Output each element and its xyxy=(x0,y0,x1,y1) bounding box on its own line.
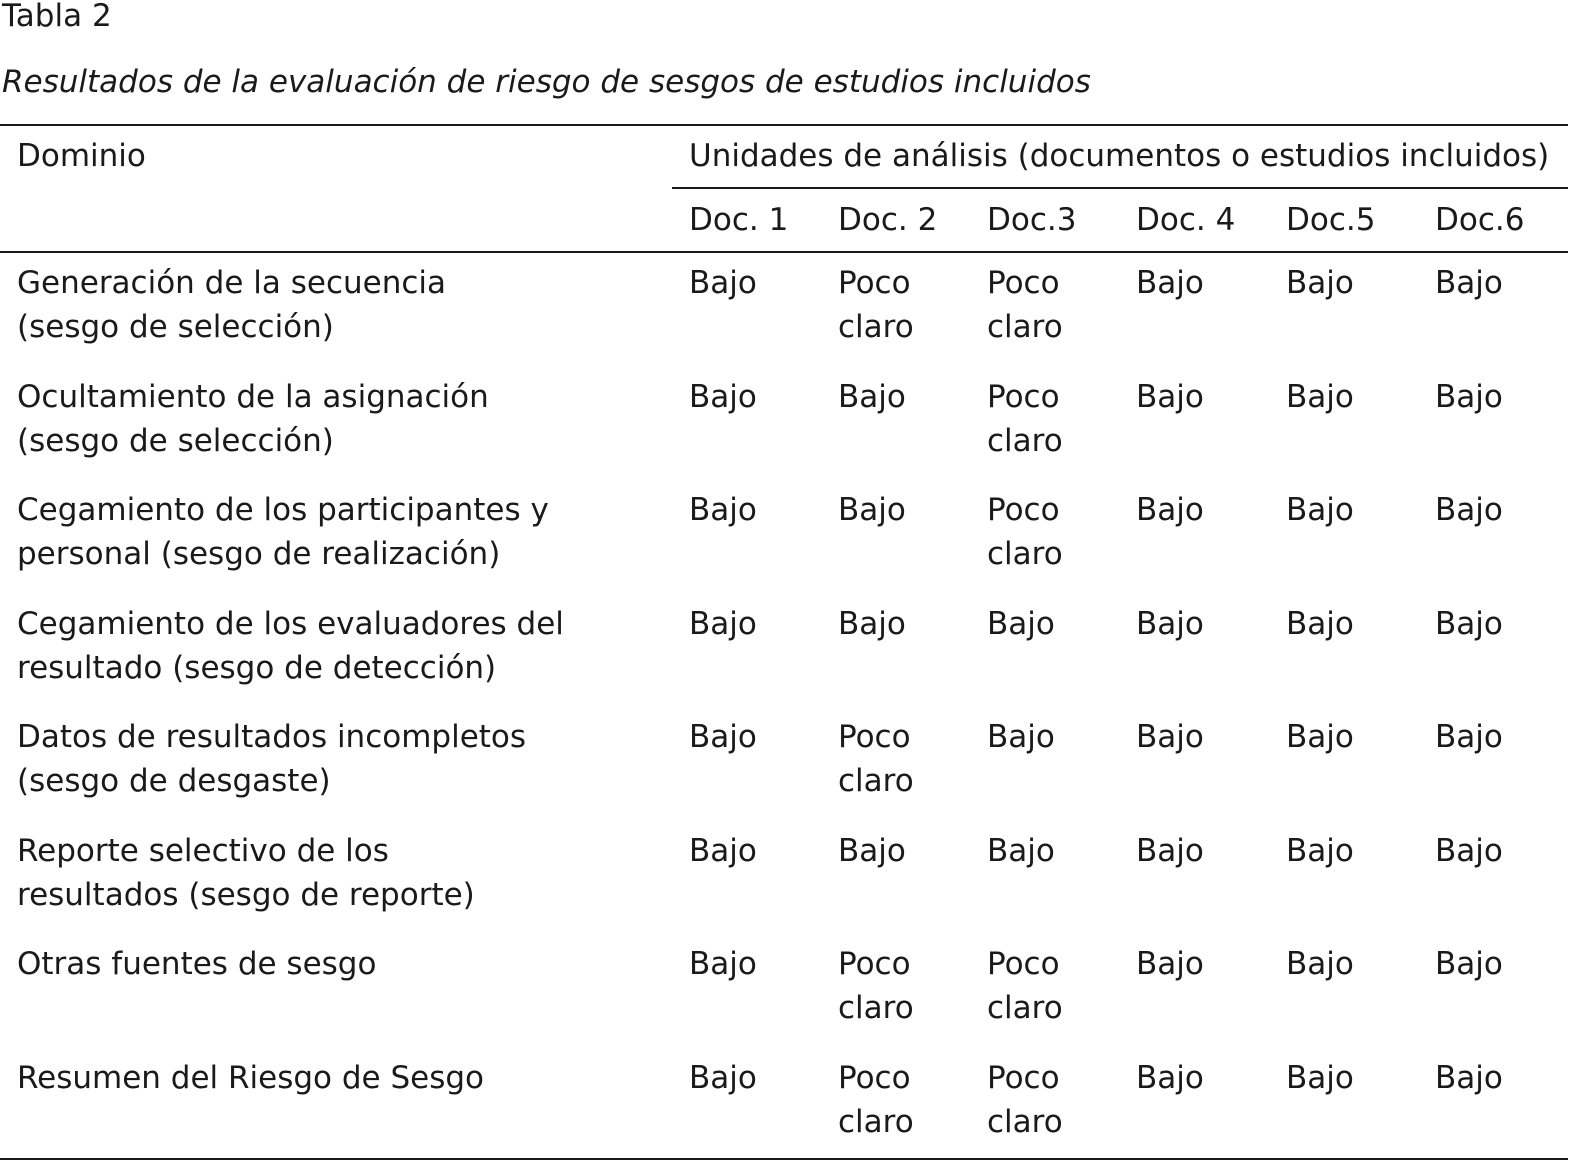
value-cell: Bajo xyxy=(987,606,1055,642)
value-cell: Bajo xyxy=(1435,492,1503,528)
domain-cell-line: Datos de resultados incompletos xyxy=(17,719,527,755)
value-cell: Bajo xyxy=(689,606,757,642)
table-title: Resultados de la evaluación de riesgo de sesgos de estudios incluidos xyxy=(2,64,1091,100)
value-cell: Bajo xyxy=(1286,833,1354,869)
value-cell: Bajo xyxy=(1435,719,1503,755)
doc-header-3: Doc.3 xyxy=(987,202,1077,238)
value-cell: Bajo xyxy=(987,719,1055,755)
value-cell: Bajo xyxy=(1136,719,1204,755)
value-cell: Bajo xyxy=(1435,606,1503,642)
value-cell: Poco claro xyxy=(987,1060,1063,1140)
value-cell: Bajo xyxy=(1286,265,1354,301)
value-cell: Bajo xyxy=(1136,1060,1204,1096)
value-cell: Bajo xyxy=(689,492,757,528)
value-cell: Bajo xyxy=(838,606,906,642)
value-cell: Bajo xyxy=(1435,265,1503,301)
domain-cell-line: Resumen del Riesgo de Sesgo xyxy=(17,1060,485,1096)
value-cell: Bajo xyxy=(689,833,757,869)
value-cell: Bajo xyxy=(1136,833,1204,869)
doc-header-4: Doc. 4 xyxy=(1136,202,1236,238)
domain-cell-line: (sesgo de selección) xyxy=(17,423,334,459)
table-label: Tabla 2 xyxy=(2,0,112,34)
value-cell: Bajo xyxy=(689,719,757,755)
value-cell: Bajo xyxy=(1435,833,1503,869)
value-cell: Bajo xyxy=(1136,492,1204,528)
value-cell: Bajo xyxy=(689,379,757,415)
value-cell: Bajo xyxy=(838,492,906,528)
domain-cell-line: Ocultamiento de la asignación xyxy=(17,379,489,415)
value-cell: Bajo xyxy=(838,379,906,415)
value-cell: Poco claro xyxy=(838,719,914,799)
value-cell: Poco claro xyxy=(838,946,914,1026)
domain-cell-line: Cegamiento de los evaluadores del xyxy=(17,606,564,642)
value-cell: Poco claro xyxy=(838,265,914,345)
domain-cell-line: (sesgo de desgaste) xyxy=(17,763,331,799)
value-cell: Bajo xyxy=(1136,946,1204,982)
value-cell: Bajo xyxy=(1435,946,1503,982)
value-cell: Bajo xyxy=(1286,946,1354,982)
value-cell: Poco claro xyxy=(838,1060,914,1140)
value-cell: Bajo xyxy=(1286,606,1354,642)
value-cell: Poco claro xyxy=(987,379,1063,459)
value-cell: Bajo xyxy=(987,833,1055,869)
bottom-rule xyxy=(0,1158,1568,1160)
domain-cell-line: personal (sesgo de realización) xyxy=(17,536,501,572)
value-cell: Bajo xyxy=(1286,379,1354,415)
value-cell: Bajo xyxy=(689,946,757,982)
value-cell: Bajo xyxy=(1136,606,1204,642)
value-cell: Bajo xyxy=(689,1060,757,1096)
domain-cell-line: resultados (sesgo de reporte) xyxy=(17,877,475,913)
domain-cell-line: Cegamiento de los participantes y xyxy=(17,492,549,528)
value-cell: Bajo xyxy=(1286,492,1354,528)
top-rule xyxy=(0,124,1568,126)
domain-cell-line: Generación de la secuencia xyxy=(17,265,447,301)
value-cell: Bajo xyxy=(1435,379,1503,415)
value-cell: Poco claro xyxy=(987,265,1063,345)
value-cell: Bajo xyxy=(1435,1060,1503,1096)
doc-header-6: Doc.6 xyxy=(1435,202,1525,238)
header-domain: Dominio xyxy=(17,138,146,174)
value-cell: Bajo xyxy=(1136,379,1204,415)
header-bottom-rule xyxy=(0,251,1568,253)
value-cell: Bajo xyxy=(689,265,757,301)
doc-header-5: Doc.5 xyxy=(1286,202,1376,238)
value-cell: Poco claro xyxy=(987,946,1063,1026)
value-cell: Poco claro xyxy=(987,492,1063,572)
value-cell: Bajo xyxy=(838,833,906,869)
doc-header-2: Doc. 2 xyxy=(838,202,938,238)
domain-cell-line: resultado (sesgo de detección) xyxy=(17,650,497,686)
domain-cell-line: (sesgo de selección) xyxy=(17,309,334,345)
value-cell: Bajo xyxy=(1136,265,1204,301)
domain-cell-line: Reporte selectivo de los xyxy=(17,833,389,869)
header-group-label: Unidades de análisis (documentos o estudios incluidos) xyxy=(689,138,1550,174)
doc-header-1: Doc. 1 xyxy=(689,202,789,238)
group-rule xyxy=(672,187,1568,189)
value-cell: Bajo xyxy=(1286,1060,1354,1096)
domain-cell-line: Otras fuentes de sesgo xyxy=(17,946,377,982)
value-cell: Bajo xyxy=(1286,719,1354,755)
